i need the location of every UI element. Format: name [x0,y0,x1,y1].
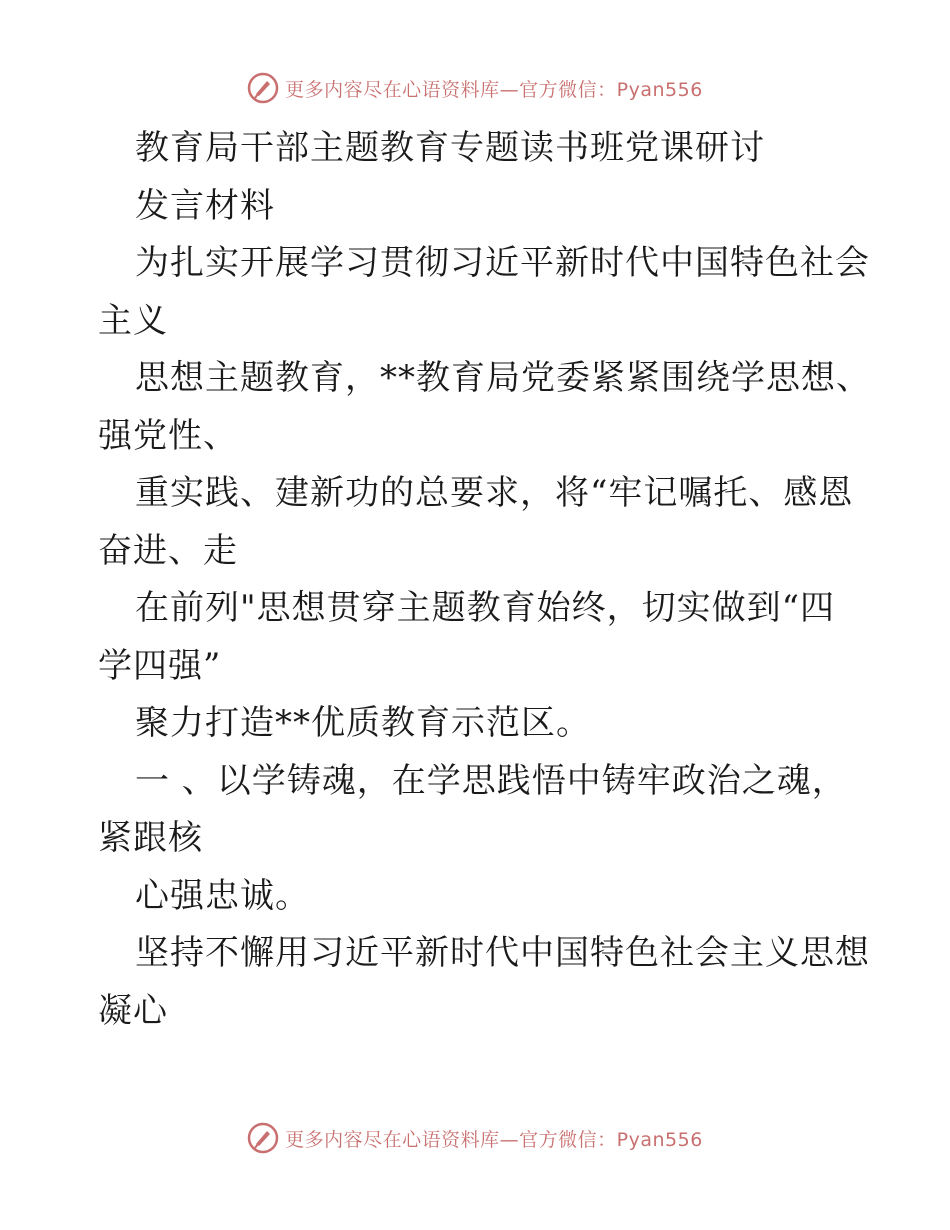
text-line: 为扎实开展学习贯彻习近平新时代中国特色社会 [135,243,870,283]
text-line: 聚力打造**优质教育示范区。 [135,703,591,743]
footer-watermark [0,1122,950,1154]
text-line: 凝心 [98,990,168,1031]
text-line: 心强忠诚。 [135,875,310,916]
watermark-text: 更多内容尽在心语资料库—官方微信：Pyan556 [285,1128,703,1151]
text-line: 主义 [98,300,168,341]
text-line: 发言材料 [135,185,275,226]
document-body [98,120,871,1040]
text-line: 思想主题教育，**教育局党委紧紧围绕学思想、 [135,358,871,398]
text-line: 教育局干部主题教育专题读书班党课研讨 [135,128,765,168]
watermark-text: 更多内容尽在心语资料库—官方微信：Pyan556 [285,78,703,101]
text-line: 在前列"思想贯穿主题教育始终，切实做到“四 [135,588,836,628]
text-line: 一 、以学铸魂，在学思践悟中铸牢政治之魂， [135,760,847,801]
text-line: 紧跟核 [98,818,203,858]
quill-circle-logo-icon [247,72,279,104]
text-line: 重实践、建新功的总要求，将“牢记嘱托、感恩 [135,473,854,513]
header-watermark [0,72,950,104]
text-line: 奋进、走 [98,530,238,571]
text-line: 强党性、 [98,415,238,456]
text-line: 坚持不懈用习近平新时代中国特色社会主义思想 [135,933,870,973]
text-line: 学四强” [98,645,222,686]
quill-circle-logo-icon [247,1122,279,1154]
